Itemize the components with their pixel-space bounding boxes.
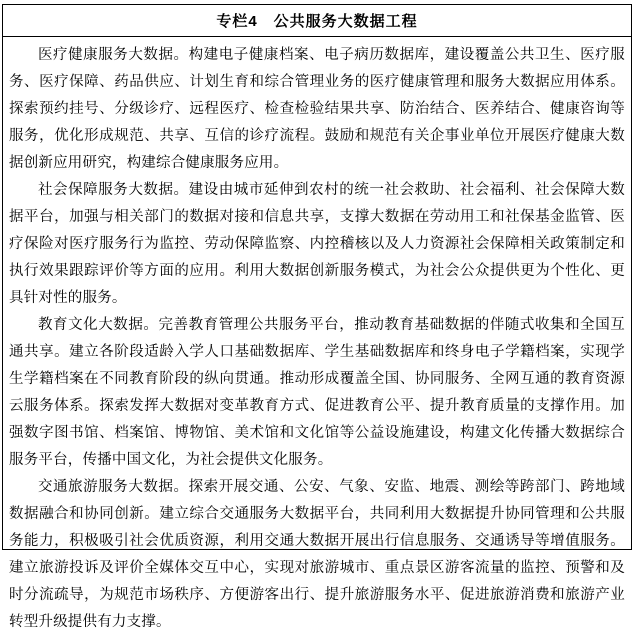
paragraph-education-culture: 教育文化大数据。完善教育管理公共服务平台，推动教育基础数据的伴随式收集和全国互通共享。建立各阶段适龄入学人口基础数据库、学生基础数据库和终身电子学籍档案，实现学生学籍档案在不同教育阶段的纵向贯通。推动形成覆盖全国、协同服务、全网互通的教育资源云服务体系。探索发挥大数据对变革教育方式、促进教育公平、提升教育质量的支撑作用。加强数字图书馆、档案馆、博物馆、美术馆和文化馆等公益设施建设，构建文化传播大数据综合服务平台，传播中国文化，为社会提供文化服务。 [9,317,625,468]
paragraph-social-security: 社会保障服务大数据。建设由城市延伸到农村的统一社会救助、社会福利、社会保障大数据平台，加强与相关部门的数据对接和信息共享，支撑大数据在劳动用工和社保基金监管、医疗保险对医疗服务行为监控、劳动保障监察、内控稽核以及人力资源社会保障相关政策制定和执行效果跟踪评价等方面的应用。利用大数据创新服务模式，为社会公众提供更为个性化、更具针对性的服务。 [9,182,625,306]
callout-box-header [3,5,631,37]
paragraph-medical-health: 医疗健康服务大数据。构建电子健康档案、电子病历数据库，建设覆盖公共卫生、医疗服务、医疗保障、药品供应、计划生育和综合管理业务的医疗健康管理和服务大数据应用体系。探索预约挂号、分级诊疗、远程医疗、检查检验结果共享、防治结合、医养结合、健康咨询等服务，优化形成规范、共享、互信的诊疗流程。鼓励和规范有关企事业单位开展医疗健康大数据创新应用研究，构建综合健康服务应用。 [9,47,625,171]
callout-box [2,4,632,630]
panel-title: 专栏4 公共服务大数据工程 [216,13,418,30]
callout-box-body [3,37,631,636]
paragraph-transport-tourism: 交通旅游服务大数据。探索开展交通、公安、气象、安监、地震、测绘等跨部门、跨地域数据融合和协同创新。建立综合交通服务大数据平台，共同利用大数据提升协同管理和公共服务能力，积极吸引社会优质资源，利用交通大数据开展出行信息服务、交通诱导等增值服务。建立旅游投诉及评价全媒体交互中心，实现对旅游城市、重点景区游客流量的监控、预警和及时分流疏导，为规范市场秩序、方便游客出行、提升旅游服务水平、促进旅游消费和旅游产业转型升级提供有力支撑。 [9,479,625,630]
